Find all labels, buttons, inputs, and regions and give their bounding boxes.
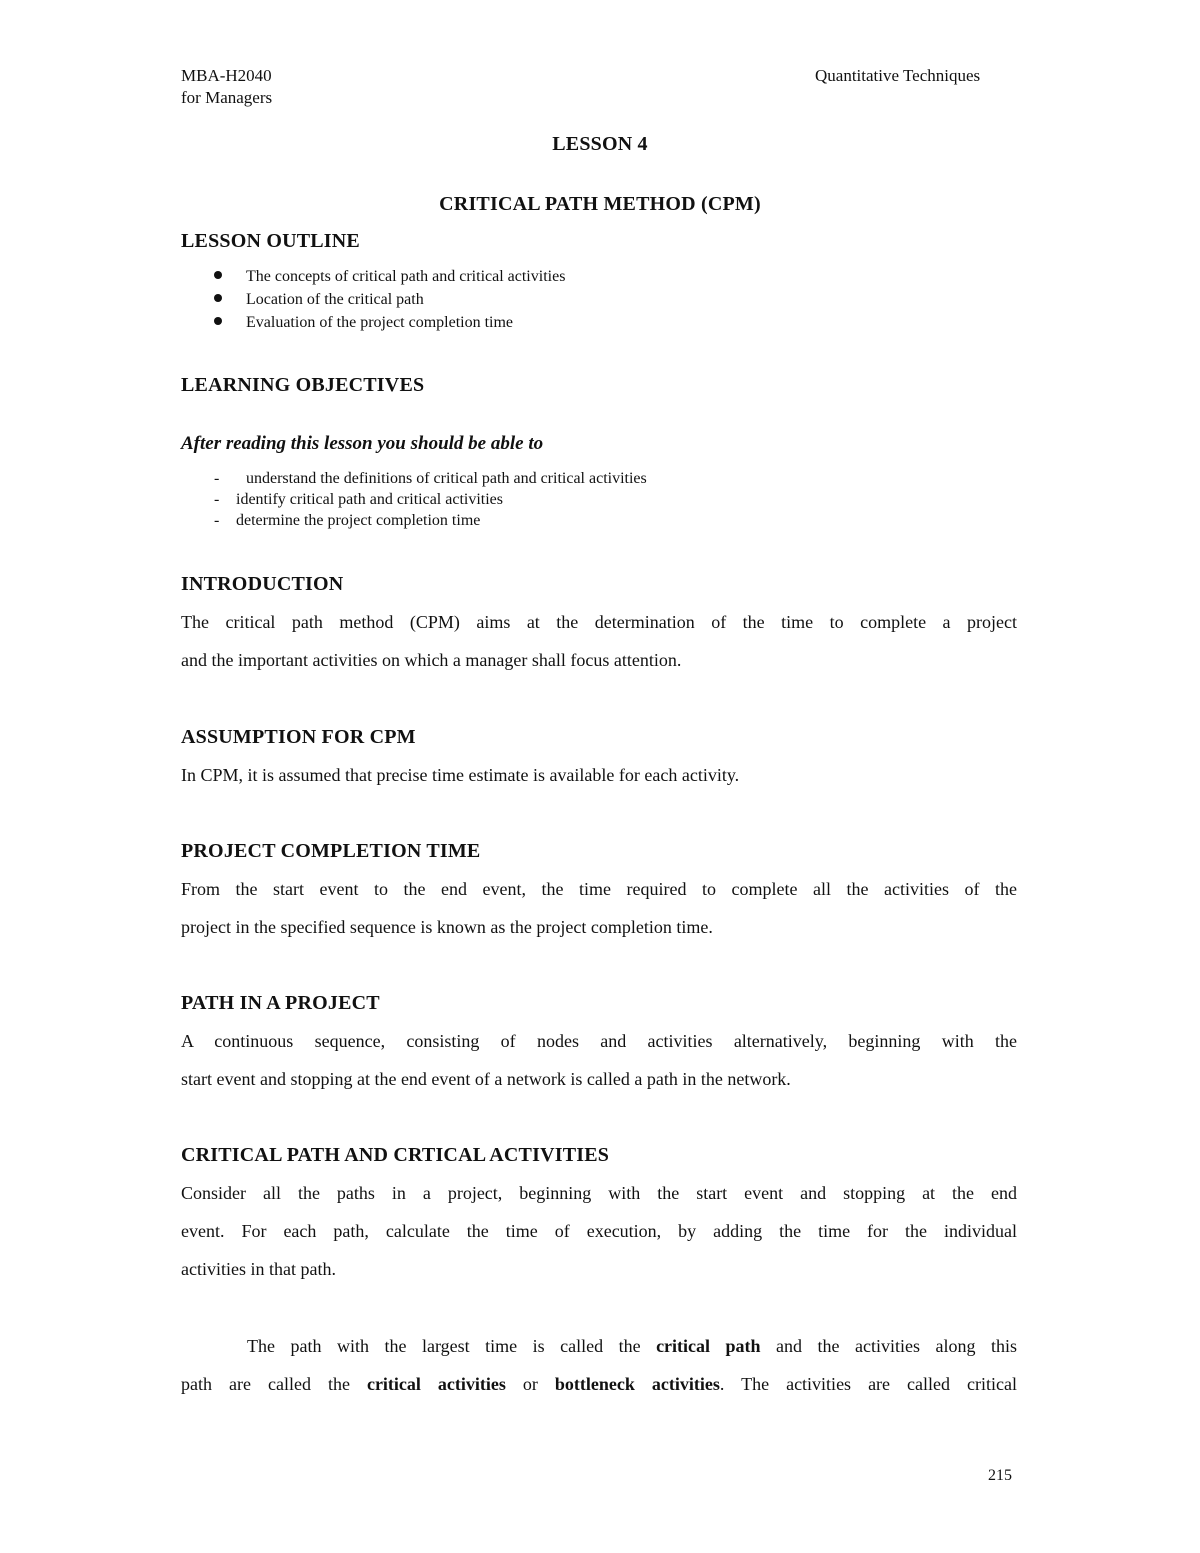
header-course-subtitle: for Managers xyxy=(181,88,273,107)
list-item: The concepts of critical path and critical activities xyxy=(214,268,565,286)
lesson-number: LESSON 4 xyxy=(552,133,648,155)
paragraph-line: event. For each path, calculate the time of execution, by adding the time for the individual xyxy=(181,1221,1017,1241)
paragraph-line: The critical path method (CPM) aims at the determination of the time to complete a project xyxy=(181,612,1017,632)
term-bottleneck-activities: bottleneck activities xyxy=(554,1374,720,1394)
paragraph-line: project in the specified sequence is known as the project completion time. xyxy=(181,917,713,937)
paragraph-line: start event and stopping at the end event of a network is called a path in the network. xyxy=(181,1069,791,1089)
paragraph-line: From the start event to the end event, the time required to complete all the activities of the xyxy=(181,879,1017,899)
term-critical-path: critical path xyxy=(656,1336,761,1356)
header-course-title: Quantitative Techniques xyxy=(815,66,981,85)
list-item: Location of the critical path xyxy=(214,291,424,309)
objectives-heading: LEARNING OBJECTIVES xyxy=(181,374,425,396)
assumption-heading: ASSUMPTION FOR CPM xyxy=(181,726,416,748)
paragraph-line: activities in that path. xyxy=(181,1259,336,1279)
dash-marker: - xyxy=(214,470,220,487)
page-number: 215 xyxy=(988,1467,1012,1484)
bullet-icon xyxy=(214,294,222,302)
list-item: - determine the project completion time xyxy=(214,512,481,529)
bullet-icon xyxy=(214,271,222,279)
paragraph-line: In CPM, it is assumed that precise time estimate is available for each activity. xyxy=(181,765,740,785)
critical-heading: CRITICAL PATH AND CRTICAL ACTIVITIES xyxy=(181,1144,610,1166)
outline-heading: LESSON OUTLINE xyxy=(181,230,360,252)
completion-time-heading: PROJECT COMPLETION TIME xyxy=(181,840,481,862)
dash-marker: - xyxy=(214,512,220,529)
list-item: - understand the definitions of critical path and critical activities xyxy=(214,470,647,487)
header-course-code: MBA-H2040 xyxy=(181,66,272,85)
paragraph-line: The path with the largest time is called the critical path and the activities along this xyxy=(247,1336,1017,1356)
term-critical-activities: critical activities xyxy=(366,1374,506,1394)
paragraph-line: A continuous sequence, consisting of nodes and activities alternatively, beginning with the xyxy=(181,1031,1017,1051)
dash-marker: - xyxy=(214,491,220,508)
introduction-heading: INTRODUCTION xyxy=(181,573,344,595)
bullet-icon xyxy=(214,317,222,325)
path-heading: PATH IN A PROJECT xyxy=(181,992,380,1014)
paragraph-line: Consider all the paths in a project, beginning with the start event and stopping at the end xyxy=(181,1183,1017,1203)
list-item: Evaluation of the project completion time xyxy=(214,314,513,332)
paragraph-line: path are called the critical activities or bottleneck activities. The activities are called critical xyxy=(181,1374,1017,1394)
lesson-title: CRITICAL PATH METHOD (CPM) xyxy=(439,193,761,215)
paragraph-line: and the important activities on which a manager shall focus attention. xyxy=(181,650,682,670)
objectives-intro: After reading this lesson you should be able to xyxy=(181,433,544,454)
list-item: - identify critical path and critical activities xyxy=(214,491,503,508)
